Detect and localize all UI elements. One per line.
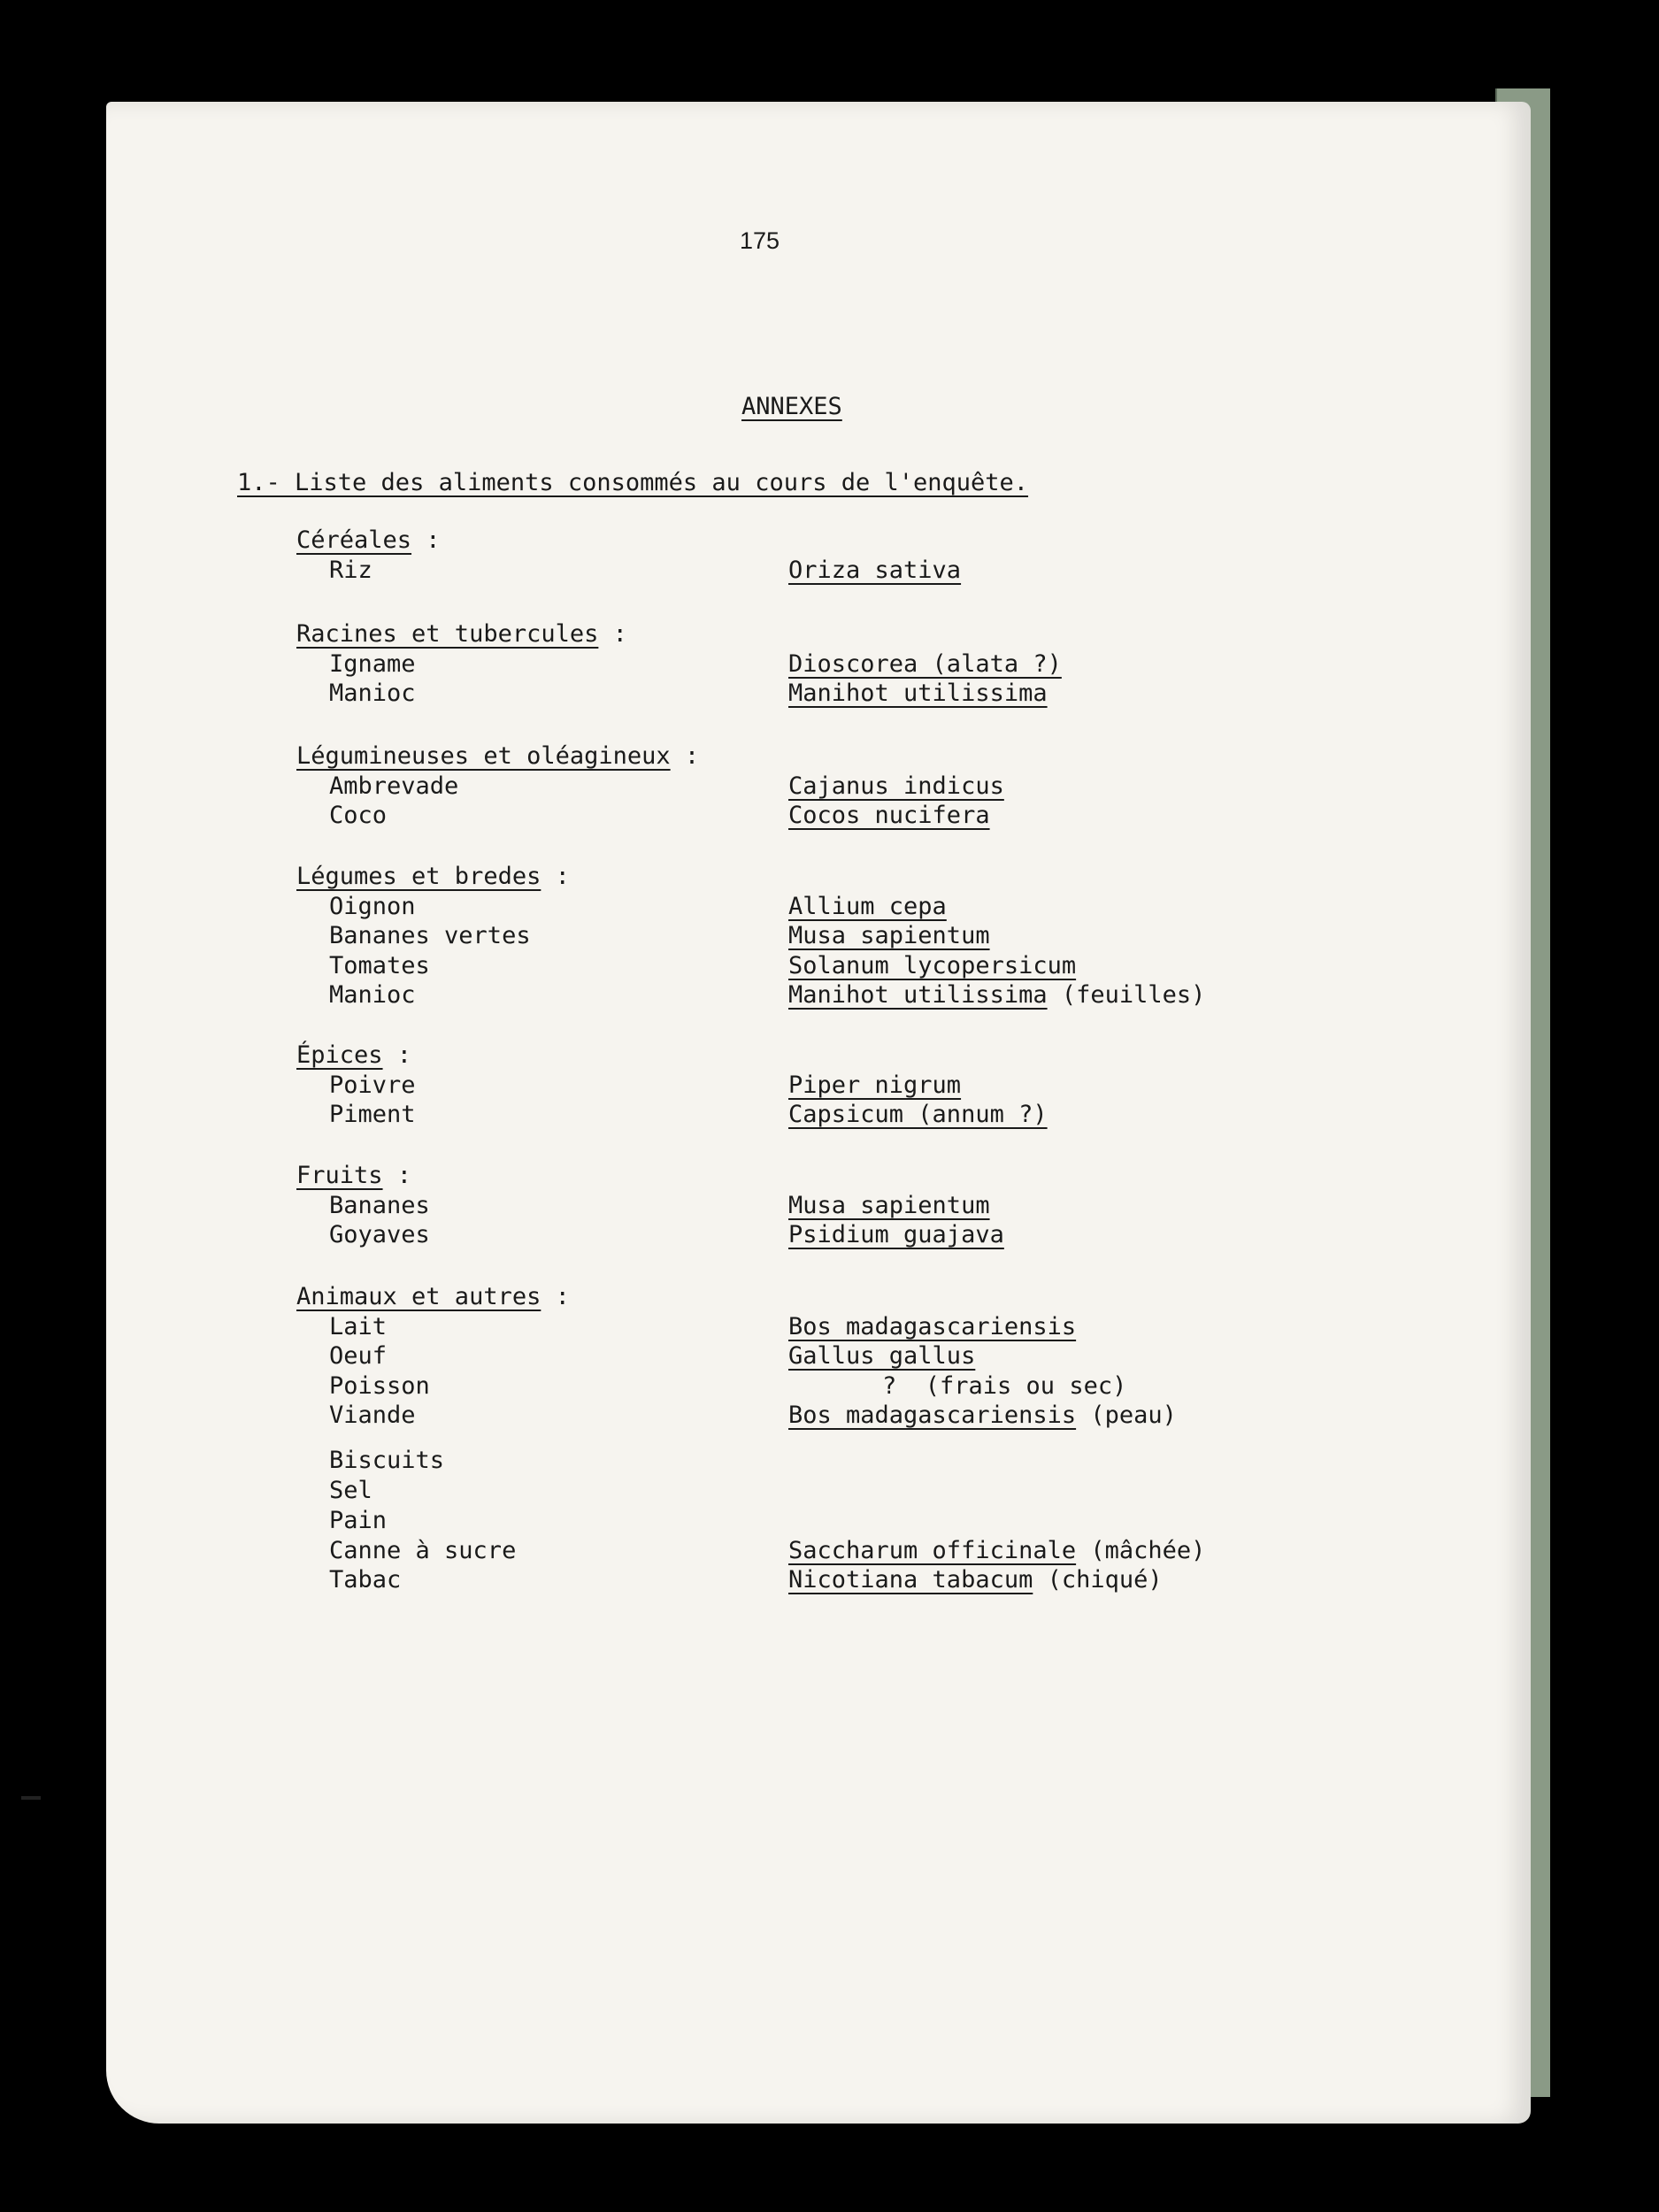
food-name: Viande xyxy=(329,1402,416,1429)
group-heading: Épices : xyxy=(296,1041,412,1069)
group-heading: Légumineuses et oléagineux : xyxy=(296,742,700,770)
latin-name: Bos madagascariensis xyxy=(788,1312,1077,1340)
food-name: Sel xyxy=(329,1477,373,1504)
latin-name-row xyxy=(788,980,1205,1010)
food-note: (chiqué) xyxy=(1047,1566,1163,1594)
latin-name-row xyxy=(788,951,1076,981)
food-name: Poivre xyxy=(329,1071,416,1099)
latin-name-row xyxy=(788,1565,1163,1595)
latin-name: Capsicum (annum ?) xyxy=(788,1101,1048,1128)
food-name: Goyaves xyxy=(329,1221,430,1248)
section-heading: 1.- Liste des aliments consommés au cours de l'enquête. xyxy=(237,469,1029,496)
food-name: Manioc xyxy=(329,680,416,707)
margin-mark xyxy=(21,1796,41,1800)
latin-name: Gallus gallus xyxy=(788,1342,976,1370)
latin-name: Nicotiana tabacum xyxy=(788,1566,1033,1594)
food-name: Pain xyxy=(329,1507,388,1534)
latin-name-row xyxy=(882,1371,1126,1402)
food-name: Riz xyxy=(329,556,373,584)
page-title: ANNEXES xyxy=(741,393,842,420)
latin-name: Saccharum officinale xyxy=(788,1537,1077,1564)
latin-name: Manihot utilissima xyxy=(788,680,1048,707)
food-note: ? (frais ou sec) xyxy=(882,1371,1127,1400)
food-name: Lait xyxy=(329,1312,388,1340)
latin-name-row xyxy=(788,1401,1177,1431)
latin-name: Musa sapientum xyxy=(788,1191,990,1219)
group-heading-label: Épices xyxy=(296,1041,383,1069)
latin-name-row xyxy=(788,1100,1048,1130)
latin-name-row xyxy=(788,1071,961,1101)
latin-name-row xyxy=(788,556,961,586)
group-heading-label: Légumes et bredes xyxy=(296,863,541,890)
food-name: Tomates xyxy=(329,951,430,979)
food-name: Manioc xyxy=(329,981,416,1009)
food-name: Poisson xyxy=(329,1371,430,1400)
latin-name-row xyxy=(788,1191,990,1221)
latin-name-row xyxy=(788,892,947,922)
food-name: Tabac xyxy=(329,1566,402,1594)
latin-name: Manihot utilissima xyxy=(788,981,1048,1009)
latin-name-row xyxy=(788,1312,1076,1342)
group-heading: Racines et tubercules : xyxy=(296,620,627,648)
food-name: Piment xyxy=(329,1101,416,1128)
latin-name: Cajanus indicus xyxy=(788,772,1004,800)
group-heading-label: Fruits xyxy=(296,1162,383,1189)
latin-name: Bos madagascariensis xyxy=(788,1402,1077,1429)
food-name: Bananes vertes xyxy=(329,922,531,949)
food-name: Igname xyxy=(329,649,416,678)
latin-name: Piper nigrum xyxy=(788,1071,962,1099)
latin-name: Cocos nucifera xyxy=(788,802,990,829)
latin-name-row xyxy=(788,1341,975,1371)
latin-name-row xyxy=(788,921,990,951)
group-heading-label: Légumineuses et oléagineux xyxy=(296,742,671,770)
latin-name: Musa sapientum xyxy=(788,922,990,949)
latin-name: Psidium guajava xyxy=(788,1221,1004,1248)
latin-name: Allium cepa xyxy=(788,892,947,920)
latin-name: Oriza sativa xyxy=(788,556,962,584)
food-name: Oeuf xyxy=(329,1342,388,1370)
food-name: Canne à sucre xyxy=(329,1537,517,1564)
group-heading: Fruits : xyxy=(296,1162,412,1189)
latin-name: Dioscorea (alata ?) xyxy=(788,649,1062,678)
food-name: Ambrevade xyxy=(329,772,459,800)
latin-name-row xyxy=(788,1536,1205,1566)
food-note: (peau) xyxy=(1090,1402,1177,1429)
food-name: Oignon xyxy=(329,892,416,920)
food-note: (mâchée) xyxy=(1090,1537,1206,1564)
group-heading-label: Céréales xyxy=(296,526,412,554)
group-heading-label: Racines et tubercules xyxy=(296,620,599,648)
group-heading: Légumes et bredes : xyxy=(296,863,570,890)
latin-name-row xyxy=(788,1220,1004,1250)
document-page xyxy=(106,102,1531,2124)
latin-name: Solanum lycopersicum xyxy=(788,951,1077,979)
latin-name-row xyxy=(788,801,990,831)
food-note: (feuilles) xyxy=(1061,981,1206,1009)
food-name: Coco xyxy=(329,802,388,829)
latin-name-row xyxy=(788,772,1004,802)
latin-name-row xyxy=(788,679,1048,709)
page-number: 175 xyxy=(740,227,780,254)
food-name: Biscuits xyxy=(329,1447,445,1474)
group-heading: Céréales : xyxy=(296,526,441,554)
group-heading-label: Animaux et autres xyxy=(296,1283,541,1310)
group-heading: Animaux et autres : xyxy=(296,1283,570,1310)
latin-name-row xyxy=(788,649,1062,680)
food-name: Bananes xyxy=(329,1191,430,1219)
